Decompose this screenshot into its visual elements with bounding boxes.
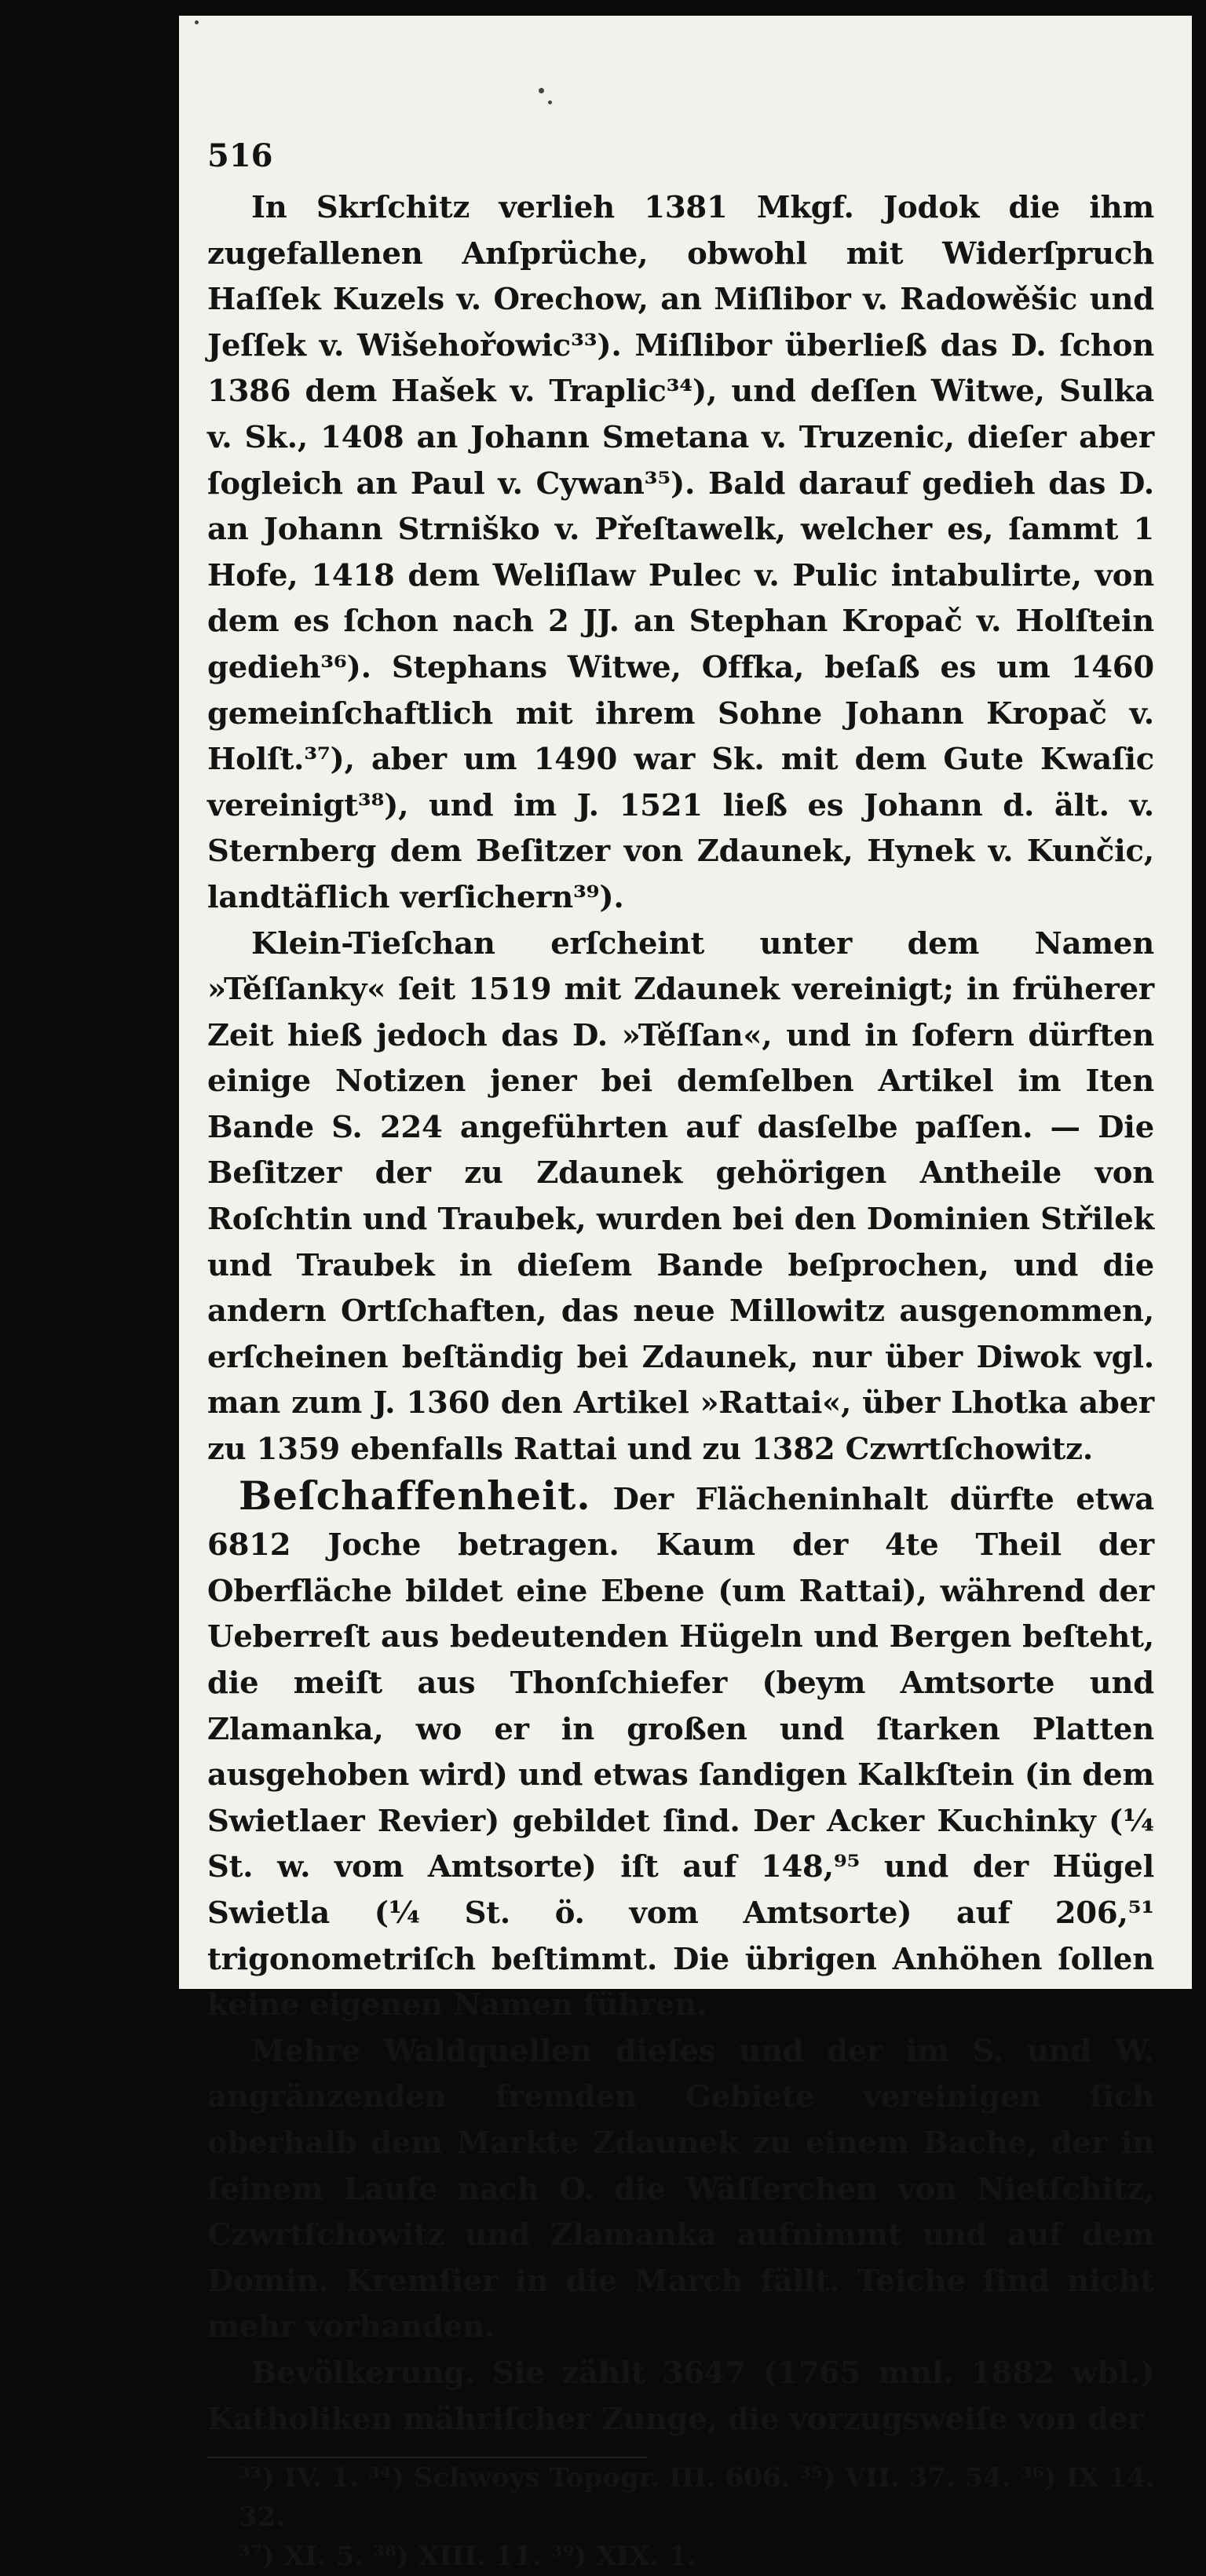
book-page: [179, 16, 1192, 2573]
ink-speck: [539, 88, 544, 93]
page-number: 516: [207, 137, 273, 174]
paragraph-klein-tieschan: Klein-Tieſchan erſcheint unter dem Namen »Těſſanky« ſeit 1519 mit Zdaunek vereinigt; in früherer Zeit hieß jedoch das D. »Těſſan«, und in ſofern dürften einige Notizen jener bei demſelben Artikel im Iten Bande S. 224 angeführten auf dasſelbe paſſen. — Die Beſitzer der zu Zdaunek gehörigen Antheile von Roſchtin und Traubek, wurden bei den Dominien Střilek und Traubek in dieſem Bande beſprochen, und die andern Ortſchaften, das neue Millowitz ausgenommen, erſcheinen beſtändig bei Zdaunek, nur über Diwok vgl. man zum J. 1360 den Artikel »Rattai«, über Lhotka aber zu 1359 ebenfalls Rattai und zu 1382 Czwrtſchowitz.: [207, 925, 1154, 1468]
footnote-line: ³³) IV. 1. ³⁴) Schwoys Topogr. III. 606. ³⁵) VII. 37. 54. ³⁶) IX 14. 32.: [239, 2462, 1155, 2534]
paragraph-beschaffenheit: [207, 1473, 1154, 2029]
section-text: Der Flächeninhalt dürfte etwa 6812 Joche betragen. Kaum der 4te Theil der Oberfläche bildet eine Ebene (um Rattai), während der Ueberreſt aus bedeutenden Hügeln und Bergen beſteht, die meiſt aus Thonſchiefer (beym Amtsorte und Zlamanka, wo er in großen und ſtarken Platten ausgehoben wird) und etwas ſandigen Kalkſtein (in dem Swietlaer Revier) gebildet ſind. Der Acker Kuchinky (¼ St. w. vom Amtsorte) iſt auf 148,⁹⁵ und der Hügel Swietla (¼ St. ö. vom Amtsorte) auf 206,⁵¹ trigonometriſch beſtimmt. Die übrigen Anhöhen ſollen keine eigenen Namen führen.: [207, 1481, 1154, 2023]
paragraph-skrschitz: In Skrſchitz verlieh 1381 Mkgf. Jodok die ihm zugefallenen Anſprüche, obwohl mit Widerſpruch Haſſek Kuzels v. Orechow, an Miſlibor v. Radowěšic und Jeſſek v. Wišehořowic³³). Miſlibor überließ das D. ſchon 1386 dem Hašek v. Traplic³⁴), und deſſen Witwe, Sulka v. Sk., 1408 an Johann Smetana v. Truzenic, dieſer aber ſogleich an Paul v. Cywan³⁵). Bald darauf gedieh das D. an Johann Strniško v. Přeſtawelk, welcher es, ſammt 1 Hofe, 1418 dem Weliſlaw Pulec v. Pulic intabulirte, von dem es ſchon nach 2 JJ. an Stephan Kropač v. Holſtein gedieh³⁶). Stephans Witwe, Offka, beſaß es um 1460 gemeinſchaftlich mit ihrem Sohne Johann Kropač v. Holſt.³⁷), aber um 1490 war Sk. mit dem Gute Kwaſic vereinigt³⁸), und im J. 1521 ließ es Johann d. ält. v. Sternberg dem Beſitzer von Zdaunek, Hynek v. Kunčic, landtäflich verſichern³⁹).: [207, 190, 1154, 915]
main-text: [207, 185, 1154, 2443]
section-heading: Beſchaffenheit.: [239, 1472, 591, 1519]
ink-speck: [195, 20, 199, 24]
ink-speck: [548, 100, 552, 104]
paragraph-waldquellen: Mehre Waldquellen dieſes und der im S. und W. angränzenden fremden Gebiete vereinigen ſich oberhalb dem Markte Zdaunek zu einem Bache, der in ſeinem Laufe nach O. die Wäſſerchen von Nietſchitz, Czwrtſchowitz und Zlamanka aufnimmt und auf dem Domin. Kremſier in die March fällt. Teiche ſind nicht mehr vorhanden.: [207, 2033, 1154, 2345]
paragraph-bevoelkerung: Bevölkerung. Sie zählt 3647 (1765 mnl. 1882 wbl.) Katholiken mähriſcher Zunge, die vorzugsweiſe von der: [207, 2355, 1154, 2437]
footnote-line: ³⁷) XI. 5. ³⁸) XIII. 11. ³⁹) XIX. 1.: [239, 2541, 696, 2573]
